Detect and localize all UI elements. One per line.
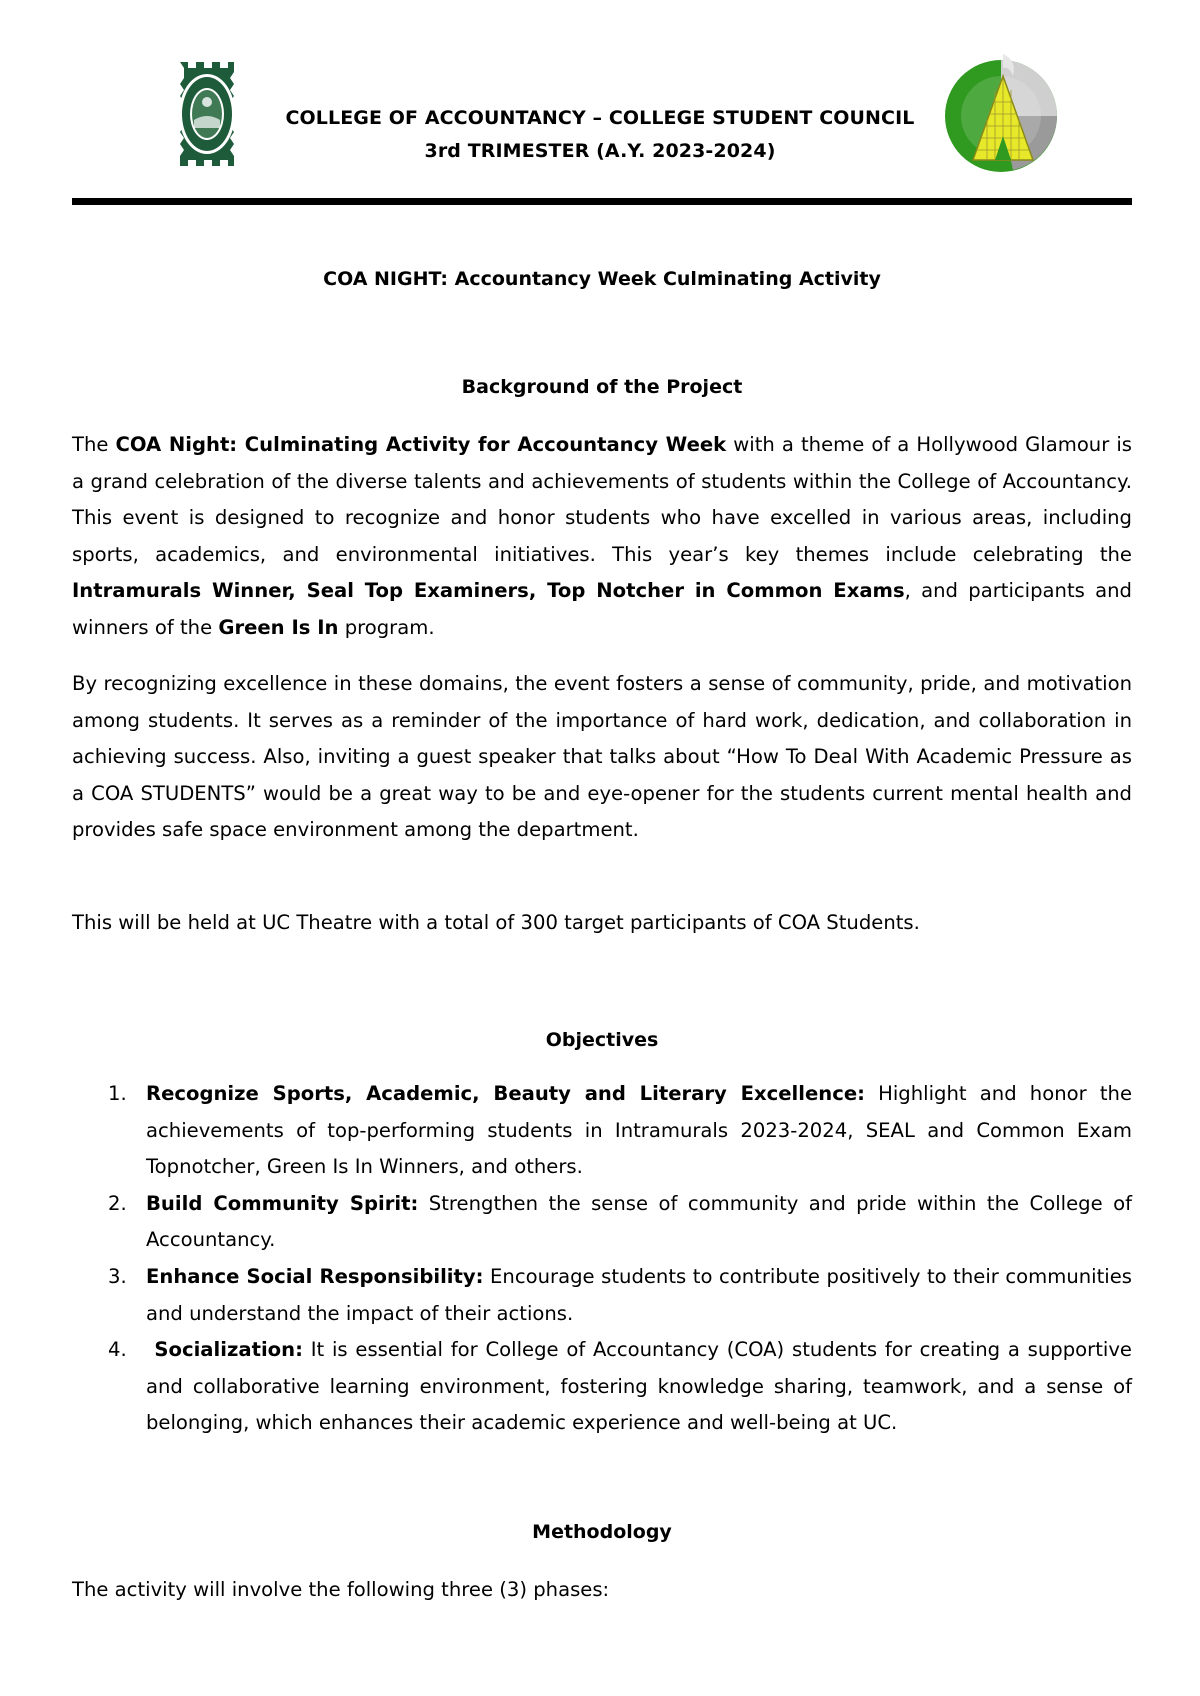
methodology-heading: Methodology <box>532 1521 672 1543</box>
header-divider <box>72 198 1132 205</box>
council-header-title: COLLEGE OF ACCOUNTANCY – COLLEGE STUDENT COUNCIL <box>285 107 915 129</box>
objective-number: 3. <box>108 1264 127 1288</box>
methodology-intro: The activity will involve the following three (3) phases: <box>72 1578 610 1601</box>
objective-number: 4. <box>108 1338 127 1362</box>
objective-text: It is essential for College of Accountancy (COA) students for creating a supportive and collaborative learning environment, fostering knowledge sharing, teamwork, and a sense of belonging, which enhances their academic experience and well-being at UC. <box>146 1338 1132 1435</box>
objective-text: Highlight and honor the achievements of top-performing students in Intramurals 2023-2024, SEAL and Common Exam Topnotcher, Green Is In Winners, and others. <box>146 1082 1133 1179</box>
objective-number: 1. <box>108 1082 127 1105</box>
objective-title: Build Community Spirit: <box>146 1191 419 1215</box>
objective-item <box>72 1259 1132 1332</box>
objective-title: Recognize Sports, Academic, Beauty and Literary Excellence: <box>146 1082 865 1105</box>
objectives-list <box>72 1076 1132 1442</box>
background-heading: Background of the Project <box>461 376 743 398</box>
background-paragraph-1: The COA Night: Culminating Activity for Accountancy Week with a theme of a Hollywood Glamour is a grand celebration of the diverse talents and achievements of students within the College of Accountancy. This event is designed to recognize and honor students who have excelled in various areas, including sports, academics, and environmental initiatives. This year’s key themes include celebrating the Intramurals Winner, Seal Top Examiners, Top Notcher in Common Exams, and participants and winners of the Green Is In program. <box>72 433 1132 639</box>
objective-item <box>72 1332 1132 1442</box>
objective-title: Socialization: <box>146 1338 303 1362</box>
objective-item <box>72 1186 1132 1259</box>
objective-number: 2. <box>108 1191 127 1215</box>
background-paragraph-3: This will be held at UC Theatre with a total of 300 target participants of COA Students. <box>72 911 920 934</box>
objectives-heading: Objectives <box>545 1029 659 1051</box>
objective-title: Enhance Social Responsibility: <box>146 1264 484 1288</box>
document-title: COA NIGHT: Accountancy Week Culminating Activity <box>323 268 881 290</box>
objective-item <box>72 1076 1132 1186</box>
objective-text: Strengthen the sense of community and pride within the College of Accountancy. <box>146 1191 1132 1252</box>
background-paragraph-2: By recognizing excellence in these domains, the event fosters a sense of community, pride, and motivation among students. It serves as a reminder of the importance of hard work, dedication, and collaboration in achieving success. Also, inviting a guest speaker that talks about “How To Deal With Academic Pressure as a COA STUDENTS” would be a great way to be and eye-opener for the students current mental health and provides safe space environment among the department. <box>72 672 1132 842</box>
trimester-subtitle: 3rd TRIMESTER (A.Y. 2023-2024) <box>424 140 776 162</box>
objective-text: Encourage students to contribute positively to their communities and understand the impact of their actions. <box>146 1264 1132 1325</box>
